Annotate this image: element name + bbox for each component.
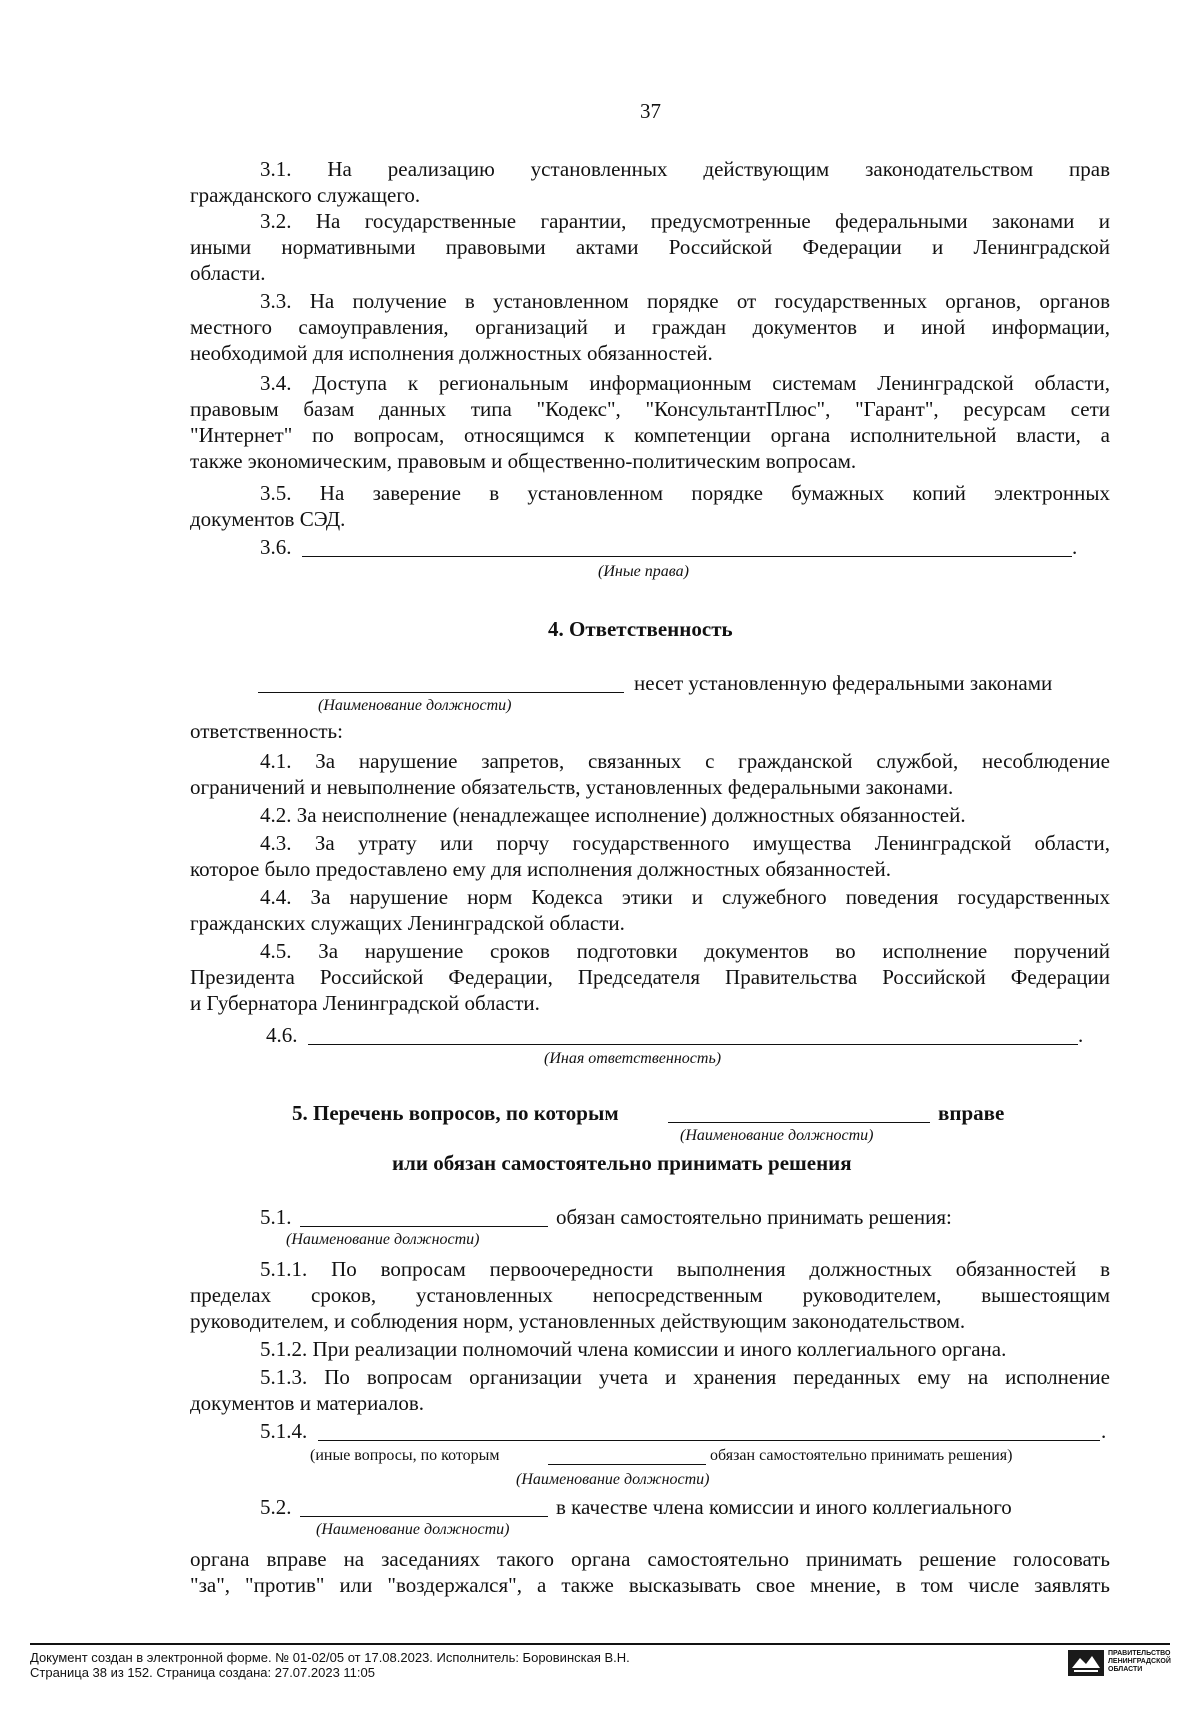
fill-in-line <box>302 556 1072 557</box>
item-5-1-4-end: . <box>1101 1419 1107 1443</box>
paragraph-4-5-line: и Губернатора Ленинградской области. <box>190 991 540 1015</box>
paragraph-3-4-line: также экономическим, правовым и общественно-политическим вопросам. <box>190 449 857 473</box>
paragraph-4-3-line: которое было предоставлено ему для исполнения должностных обязанностей. <box>190 857 891 881</box>
item-3-6-end: . <box>1072 535 1078 559</box>
paragraph-3-4-line: 3.4. Доступа к региональным информационным системам Ленинградской области, <box>260 371 1110 395</box>
paragraph-4-4-line: гражданских служащих Ленинградской области. <box>190 911 625 935</box>
footer-divider <box>30 1643 1170 1645</box>
government-logo-text: ПРАВИТЕЛЬСТВО ЛЕНИНГРАДСКОЙ ОБЛАСТИ <box>1108 1650 1171 1673</box>
fill-in-line <box>548 1464 706 1465</box>
paragraph-4-2: 4.2. За неисполнение (ненадлежащее исполнение) должностных обязанностей. <box>260 803 966 827</box>
paragraph-4-1-line: ограничений и невыполнение обязательств, установленных федеральными законами. <box>190 775 954 799</box>
item-5-2-text: в качестве члена комиссии и иного коллегиального <box>556 1495 1012 1519</box>
paragraph-3-1-line: гражданского служащего. <box>190 183 421 207</box>
item-4-6-end: . <box>1078 1023 1084 1047</box>
paragraph-3-1-line: 3.1. На реализацию установленных действующим законодательством прав <box>260 157 1110 181</box>
paragraph-5-1-2: 5.1.2. При реализации полномочий члена комиссии и иного коллегиального органа. <box>260 1337 1007 1361</box>
caption-position-name: (Наименование должности) <box>516 1471 710 1488</box>
fill-in-line <box>668 1122 930 1123</box>
caption-position-name: (Наименование должности) <box>316 1521 510 1538</box>
paragraph-3-2-line: иными нормативными правовыми актами Российской Федерации и Ленинградской <box>190 235 1110 259</box>
fill-in-line <box>258 692 624 693</box>
item-5-2-label: 5.2. <box>260 1495 292 1519</box>
paragraph-3-5-line: 3.5. На заверение в установленном порядке бумажных копий электронных <box>260 481 1110 505</box>
paragraph-5-1-1-line: 5.1.1. По вопросам первоочередности выполнения должностных обязанностей в <box>260 1257 1110 1281</box>
item-4-6-label: 4.6. <box>266 1023 298 1047</box>
paragraph-3-3-line: необходимой для исполнения должностных обязанностей. <box>190 341 713 365</box>
caption-other-rights: (Иные права) <box>598 563 689 580</box>
item-5-1-4-label: 5.1.4. <box>260 1419 308 1443</box>
footer-line-1: Документ создан в электронной форме. № 01-02/05 от 17.08.2023. Исполнитель: Боровинская В.Н. <box>30 1650 630 1665</box>
caption-position-name: (Наименование должности) <box>318 697 512 714</box>
caption-position-name: (Наименование должности) <box>286 1231 480 1248</box>
paragraph-5-2-line: "за", "против" или "воздержался", а также высказывать свое мнение, в том числе заявлять <box>190 1573 1110 1597</box>
fill-in-line <box>300 1516 548 1517</box>
fill-in-line <box>300 1226 548 1227</box>
paragraph-5-1-1-line: пределах сроков, установленных непосредственным руководителем, вышестоящим <box>190 1283 1110 1307</box>
item-5-1-text: обязан самостоятельно принимать решения: <box>556 1205 952 1229</box>
government-emblem-icon <box>1068 1650 1104 1676</box>
paragraph-3-2-line: области. <box>190 261 266 285</box>
section-5-heading-end: вправе <box>938 1101 1005 1125</box>
paragraph-4-5-line: 4.5. За нарушение сроков подготовки документов во исполнение поручений <box>260 939 1110 963</box>
fill-in-line <box>308 1044 1078 1045</box>
item-3-6-label: 3.6. <box>260 535 292 559</box>
paragraph-3-4-line: "Интернет" по вопросам, относящимся к компетенции органа исполнительной власти, а <box>190 423 1110 447</box>
paragraph-3-5-line: документов СЭД. <box>190 507 346 531</box>
footer-line-2: Страница 38 из 152. Страница создана: 27.07.2023 11:05 <box>30 1665 375 1680</box>
fill-in-line <box>318 1440 1100 1441</box>
caption-other-questions-b: обязан самостоятельно принимать решения) <box>710 1447 1013 1464</box>
paragraph-3-2-line: 3.2. На государственные гарантии, предусмотренные федеральными законами и <box>260 209 1110 233</box>
paragraph-3-3-line: местного самоуправления, организаций и граждан документов и иной информации, <box>190 315 1110 339</box>
caption-other-responsibility: (Иная ответственность) <box>544 1050 722 1067</box>
paragraph-5-1-1-line: руководителем, и соблюдения норм, установленных действующим законодательством. <box>190 1309 966 1333</box>
section-4-intro: несет установленную федеральными законами <box>634 671 1053 695</box>
paragraph-3-3-line: 3.3. На получение в установленном порядке от государственных органов, органов <box>260 289 1110 313</box>
paragraph-4-1-line: 4.1. За нарушение запретов, связанных с гражданской службой, несоблюдение <box>260 749 1110 773</box>
paragraph-4-3-line: 4.3. За утрату или порчу государственного имущества Ленинградской области, <box>260 831 1110 855</box>
item-5-1-label: 5.1. <box>260 1205 292 1229</box>
paragraph-5-1-3-line: документов и материалов. <box>190 1391 425 1415</box>
caption-position-name: (Наименование должности) <box>680 1127 874 1144</box>
section-4-intro-cont: ответственность: <box>190 719 343 743</box>
paragraph-4-5-line: Президента Российской Федерации, Председателя Правительства Российской Федерации <box>190 965 1110 989</box>
section-5-heading-start: 5. Перечень вопросов, по которым <box>292 1101 619 1125</box>
page-number: 37 <box>640 99 661 123</box>
paragraph-4-4-line: 4.4. За нарушение норм Кодекса этики и служебного поведения государственных <box>260 885 1110 909</box>
paragraph-5-2-line: органа вправе на заседаниях такого органа самостоятельно принимать решение голосовать <box>190 1547 1110 1571</box>
section-5-heading-line2: или обязан самостоятельно принимать решения <box>392 1151 852 1175</box>
paragraph-5-1-3-line: 5.1.3. По вопросам организации учета и хранения переданных ему на исполнение <box>260 1365 1110 1389</box>
section-4-heading: 4. Ответственность <box>548 617 733 641</box>
caption-other-questions-a: (иные вопросы, по которым <box>310 1447 500 1464</box>
paragraph-3-4-line: правовым базам данных типа "Кодекс", "КонсультантПлюс", "Гарант", ресурсам сети <box>190 397 1110 421</box>
